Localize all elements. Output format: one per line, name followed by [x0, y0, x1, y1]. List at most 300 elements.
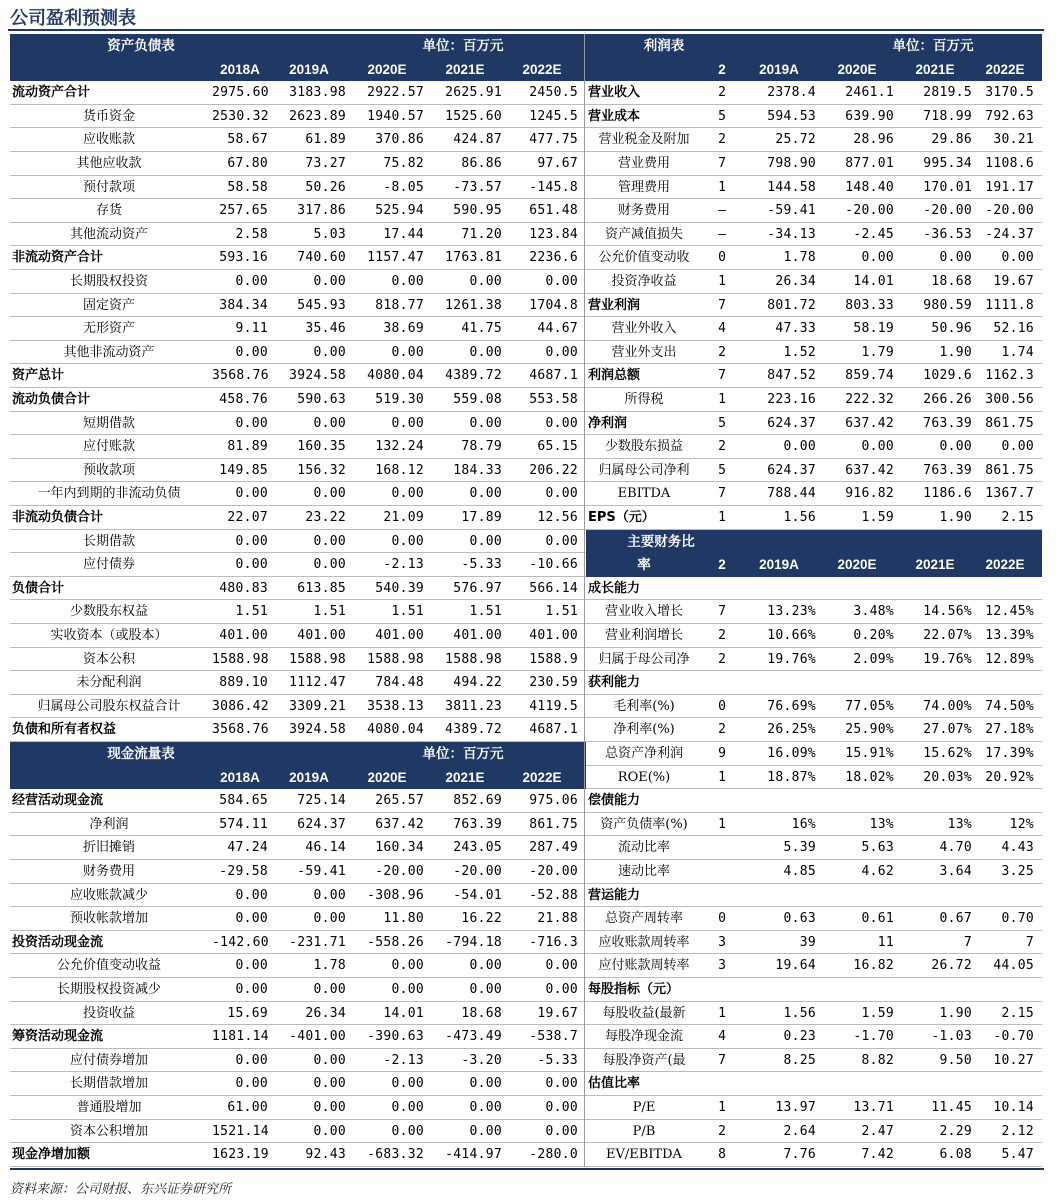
- cell-value: 718.99: [923, 108, 972, 124]
- cell-value: 792.63: [985, 108, 1034, 124]
- cell-value: 18.68: [461, 1005, 502, 1021]
- right-table-row: [0, 128, 1063, 152]
- cell-value: 2: [718, 61, 726, 77]
- cell-value: 12.89%: [985, 651, 1034, 667]
- cell-value: 861.75: [985, 415, 1034, 431]
- cell-value: [976, 530, 1034, 554]
- cell-value: 401.00: [529, 628, 578, 643]
- cell-value: 184.33: [453, 462, 502, 478]
- cell-value: 2022E: [522, 61, 562, 77]
- cell-value: 0.00: [391, 274, 424, 289]
- cell-value: 1.56: [783, 1005, 816, 1021]
- cell-value: -8.05: [383, 179, 424, 195]
- row-label: 归属母公司净利: [598, 462, 690, 478]
- cell-value: 2.58: [235, 226, 268, 242]
- cell-value: 7: [1025, 934, 1034, 950]
- cell-value: 170.01: [923, 179, 972, 195]
- cell-value: [820, 671, 898, 695]
- row-label: 成长能力: [588, 580, 641, 596]
- cell-value: 0.00: [235, 1076, 268, 1092]
- right-table-row: [0, 388, 1063, 412]
- cell-value: 818.77: [375, 297, 424, 313]
- cell-value: 12%: [1009, 816, 1034, 832]
- cell-value: 14.01: [853, 274, 894, 289]
- cell-value: 763.39: [453, 816, 502, 832]
- cell-value: 4389.72: [445, 368, 502, 384]
- cell-value: -390.63: [367, 1029, 424, 1045]
- row-label: 普通股增加: [76, 1100, 142, 1115]
- cell-value: [742, 884, 820, 908]
- row-label: 其他应收款: [76, 156, 142, 171]
- right-table-row: [0, 152, 1063, 176]
- row-label: 财务费用: [82, 864, 135, 879]
- cell-value: 77.05%: [845, 698, 894, 714]
- cell-value: 7: [718, 368, 726, 384]
- cell-value: 0.00: [313, 415, 346, 431]
- cell-value: 2022E: [985, 61, 1025, 77]
- cell-value: 1588.98: [212, 651, 269, 667]
- row-label: 长期股权投资减少: [56, 982, 161, 997]
- cell-value: 149.85: [219, 462, 268, 478]
- cell-value: [742, 671, 820, 695]
- cell-value: [706, 789, 738, 813]
- cell-value: 0.00: [235, 486, 268, 502]
- cell-value: 1157.47: [367, 250, 424, 266]
- cell-value: -414.97: [445, 1147, 502, 1163]
- cell-value: 11.45: [931, 1100, 972, 1115]
- cell-value: 21.09: [383, 510, 424, 525]
- cell-value: 0.00: [313, 887, 346, 903]
- cell-value: 4389.72: [445, 722, 502, 738]
- cell-value: 2.64: [783, 1123, 816, 1139]
- cell-value: 19.67: [537, 1005, 578, 1021]
- cell-value: 2: [718, 344, 726, 360]
- cell-value: 2020E: [837, 61, 877, 77]
- cell-value: 0.00: [313, 1123, 346, 1139]
- cell-value: 11: [877, 934, 894, 950]
- cell-value: 3.25: [1001, 864, 1034, 879]
- cell-value: -2.13: [383, 557, 424, 573]
- cell-value: 0.67: [939, 911, 972, 927]
- cell-value: 2: [718, 557, 726, 573]
- right-table-row: [0, 199, 1063, 223]
- right-table-row: [0, 412, 1063, 436]
- row-label: 少数股东损益: [604, 439, 683, 455]
- cell-value: [742, 577, 820, 601]
- cell-value: 424.87: [453, 132, 502, 148]
- cell-value: [976, 577, 1038, 601]
- cell-value: 0.00: [391, 1076, 424, 1092]
- cell-value: 0.20%: [853, 628, 894, 643]
- cell-value: 2.47: [861, 1123, 894, 1139]
- cell-value: -473.49: [445, 1029, 502, 1045]
- row-label: 主要财务比: [627, 533, 695, 549]
- right-table-row: [0, 813, 1063, 837]
- cell-value: 1.51: [235, 604, 268, 620]
- row-label: 应收账款周转率: [598, 934, 690, 950]
- cell-value: 624.37: [767, 415, 816, 431]
- cell-value: 0.00: [313, 982, 346, 997]
- cell-value: 784.48: [375, 675, 424, 691]
- cell-value: 2: [718, 628, 726, 643]
- cell-value: 1525.60: [445, 108, 502, 124]
- cell-value: 0.00: [313, 274, 346, 289]
- row-label: 流动资产合计: [12, 85, 91, 101]
- row-label: 利润总额: [588, 368, 641, 384]
- cell-value: 2.12: [1001, 1123, 1034, 1139]
- cell-value: 0.61: [861, 911, 894, 927]
- cell-value: 0.00: [469, 982, 502, 997]
- cell-value: 25.72: [775, 132, 816, 148]
- cell-value: 61.89: [305, 132, 346, 148]
- cell-value: [898, 671, 976, 695]
- cell-value: -20.00: [529, 864, 578, 879]
- row-label: 存货: [95, 203, 122, 219]
- cell-value: 0.23: [783, 1029, 816, 1045]
- cell-value: 2236.6: [529, 250, 578, 266]
- row-label: 归属母公司股东权益合计: [37, 698, 181, 714]
- cell-value: 0.00: [469, 1100, 502, 1115]
- cell-value: 0.00: [391, 344, 424, 360]
- cell-value: -2.13: [383, 1052, 424, 1068]
- cell-value: 58.67: [227, 132, 268, 148]
- cell-value: -231.71: [289, 934, 346, 950]
- cell-value: 0.00: [469, 274, 502, 289]
- row-label: 资产负债率(%): [600, 816, 688, 832]
- cell-value: 3.48%: [853, 604, 894, 620]
- cell-value: 7: [718, 1052, 726, 1068]
- cell-value: [976, 789, 1038, 813]
- cell-value: 25.90%: [845, 722, 894, 738]
- cell-value: 637.42: [845, 462, 894, 478]
- page-title: 公司盈利预测表: [10, 8, 136, 29]
- cell-value: 1: [718, 769, 726, 785]
- cell-value: 2: [718, 1123, 726, 1139]
- cell-value: 97.67: [537, 156, 578, 171]
- cell-value: 2922.57: [367, 85, 424, 101]
- cell-value: 975.06: [529, 793, 578, 809]
- row-label: 每股收益(最新: [602, 1005, 686, 1021]
- cell-value: -683.32: [367, 1147, 424, 1163]
- cell-value: 2.15: [1001, 510, 1034, 525]
- row-label: 应收账款: [82, 132, 135, 148]
- cell-value: 0.00: [545, 533, 578, 549]
- cell-value: 639.90: [845, 108, 894, 124]
- cell-value: 0: [718, 698, 726, 714]
- cell-value: 8.82: [861, 1052, 894, 1068]
- cell-value: 2019A: [759, 61, 799, 77]
- cell-value: 47.33: [775, 321, 816, 337]
- cell-value: 0.00: [861, 250, 894, 266]
- cell-value: 1.59: [861, 510, 894, 525]
- cell-value: 0.00: [469, 1123, 502, 1139]
- right-table-row: [0, 624, 1063, 648]
- cell-value: -401.00: [289, 1029, 346, 1045]
- cell-value: 13.39%: [985, 628, 1034, 643]
- cell-value: 1.51: [469, 604, 502, 620]
- cell-value: 3811.23: [445, 698, 502, 714]
- cell-value: 13%: [947, 816, 972, 832]
- cell-value: 1: [718, 816, 726, 832]
- cell-value: 801.72: [767, 297, 816, 313]
- cell-value: 1181.14: [212, 1029, 269, 1045]
- cell-value: 0.00: [939, 250, 972, 266]
- cell-value: -29.58: [219, 864, 268, 879]
- cell-value: 0.00: [861, 439, 894, 455]
- cell-value: 0.00: [313, 1052, 346, 1068]
- cell-value: 0.63: [783, 911, 816, 927]
- cell-value: -0.70: [993, 1029, 1034, 1045]
- cell-value: –: [718, 226, 726, 242]
- cell-value: [820, 530, 894, 554]
- cell-value: 15.91%: [845, 746, 894, 761]
- cell-value: 16.82: [853, 958, 894, 974]
- cell-value: 2021E: [445, 769, 485, 785]
- title-rule: [8, 29, 1044, 31]
- cell-value: 2: [718, 85, 726, 101]
- cell-value: 50.96: [931, 321, 972, 337]
- right-table-row: [0, 530, 1063, 554]
- cell-value: -558.26: [367, 934, 424, 950]
- cell-value: 995.34: [923, 156, 972, 171]
- cell-value: [898, 884, 976, 908]
- cell-value: [706, 34, 738, 58]
- cell-value: [976, 671, 1038, 695]
- cell-value: -73.57: [453, 179, 502, 195]
- cell-value: [820, 577, 898, 601]
- row-label: 长期股权投资: [69, 274, 148, 289]
- cell-value: 2: [718, 722, 726, 738]
- cell-value: 243.05: [453, 840, 502, 856]
- cell-value: 132.24: [375, 439, 424, 455]
- right-table-row: [0, 789, 1063, 813]
- source-note: 资料来源：公司财报、东兴证券研究所: [10, 1182, 232, 1197]
- cell-value: 7: [718, 604, 726, 620]
- cell-value: 4.70: [939, 840, 972, 856]
- cell-value: 401.00: [375, 628, 424, 643]
- cell-value: 10.66%: [767, 628, 816, 643]
- cell-value: 916.82: [845, 486, 894, 502]
- cell-value: 单位：百万元: [422, 38, 504, 53]
- cell-value: 7: [718, 297, 726, 313]
- cell-value: 553.58: [529, 392, 578, 407]
- cell-value: 0.00: [545, 415, 578, 431]
- cell-value: -538.7: [529, 1029, 578, 1045]
- cell-value: 477.75: [529, 132, 578, 148]
- cell-value: 0.00: [469, 415, 502, 431]
- cell-value: 4.85: [783, 864, 816, 879]
- cell-value: 401.00: [453, 628, 502, 643]
- cell-value: 81.89: [227, 439, 268, 455]
- row-label: 净利润: [588, 415, 628, 431]
- row-label: 资本公积: [82, 651, 135, 667]
- cell-value: 803.33: [845, 297, 894, 313]
- cell-value: 1623.19: [212, 1147, 269, 1163]
- cell-value: 1186.6: [923, 486, 972, 502]
- row-label: 营业收入: [588, 85, 641, 101]
- cell-value: [976, 884, 1038, 908]
- right-table-row: [0, 482, 1063, 506]
- cell-value: 0.70: [1001, 911, 1034, 927]
- cell-value: [898, 789, 976, 813]
- cell-value: 12.56: [537, 510, 578, 525]
- cell-value: 58.19: [853, 321, 894, 337]
- cell-value: 740.60: [297, 250, 346, 266]
- cell-value: 1.90: [939, 1005, 972, 1021]
- row-label: P/E: [632, 1100, 656, 1115]
- cell-value: 0.00: [235, 982, 268, 997]
- cell-value: 480.83: [219, 580, 268, 596]
- cell-value: 2018A: [220, 769, 260, 785]
- table-divider: [584, 34, 585, 1167]
- cell-value: 458.76: [219, 392, 268, 407]
- cell-value: 1245.5: [529, 108, 578, 124]
- cell-value: 590.63: [297, 392, 346, 407]
- right-table-row: [0, 553, 1063, 577]
- right-table-row: [0, 954, 1063, 978]
- row-label: EBITDA: [617, 486, 671, 502]
- cell-value: 0.00: [391, 415, 424, 431]
- cell-value: 593.16: [219, 250, 268, 266]
- cell-value: 559.08: [453, 392, 502, 407]
- cell-value: -54.01: [453, 887, 502, 903]
- cell-value: 3: [718, 934, 726, 950]
- right-table-row: [0, 1096, 1063, 1120]
- cell-value: 5.03: [313, 226, 346, 242]
- row-label: 每股净资产(最: [602, 1052, 686, 1068]
- cell-value: 852.69: [453, 793, 502, 809]
- cell-value: -34.13: [767, 226, 816, 242]
- row-label: [586, 58, 702, 82]
- cell-value: 519.30: [375, 392, 424, 407]
- bottom-rule: [10, 1168, 1044, 1170]
- cell-value: 4: [718, 1029, 726, 1045]
- row-label: 长期借款增加: [69, 1076, 148, 1092]
- right-table-row: [0, 1002, 1063, 1026]
- cell-value: [742, 530, 816, 554]
- row-label: 无形资产: [82, 321, 135, 337]
- cell-value: -59.41: [767, 203, 816, 219]
- cell-value: -1.03: [931, 1029, 972, 1045]
- cell-value: 0.00: [313, 1076, 346, 1092]
- row-label: 营业成本: [588, 108, 641, 124]
- cell-value: 0.00: [235, 274, 268, 289]
- right-table-row: [0, 648, 1063, 672]
- cell-value: 0: [718, 911, 726, 927]
- cell-value: 1704.8: [529, 297, 578, 313]
- cell-value: 861.75: [529, 816, 578, 832]
- right-table-row: [0, 742, 1063, 766]
- right-table-row: [0, 270, 1063, 294]
- row-label: 流动负债合计: [12, 392, 91, 407]
- cell-value: [898, 577, 976, 601]
- cell-value: 22.07: [227, 510, 268, 525]
- cell-value: 0.00: [313, 533, 346, 549]
- cell-value: 1.74: [1001, 344, 1034, 360]
- cell-value: -20.00: [985, 203, 1034, 219]
- cell-value: 2020E: [837, 557, 877, 573]
- right-table-row: [0, 364, 1063, 388]
- cell-value: 46.14: [305, 840, 346, 856]
- cell-value: -2.45: [853, 226, 894, 242]
- cell-value: [820, 1072, 898, 1096]
- cell-value: 0.00: [469, 1076, 502, 1092]
- cell-value: 3086.42: [212, 698, 269, 714]
- cell-value: -36.53: [923, 226, 972, 242]
- cell-value: 18.02%: [845, 769, 894, 785]
- row-label: 预收款项: [82, 462, 135, 478]
- cell-value: 1.90: [939, 344, 972, 360]
- cell-value: 624.37: [767, 462, 816, 478]
- cell-value: 44.05: [993, 958, 1034, 974]
- cell-value: 5: [718, 108, 726, 124]
- row-label: 总资产周转率: [604, 911, 683, 927]
- cell-value: 763.39: [923, 462, 972, 478]
- cell-value: 0.00: [939, 439, 972, 455]
- cell-value: 222.32: [845, 392, 894, 407]
- cell-value: 191.17: [985, 179, 1034, 195]
- cell-value: 0.00: [235, 533, 268, 549]
- cell-value: 223.16: [767, 392, 816, 407]
- cell-value: 28.96: [853, 132, 894, 148]
- cell-value: 206.22: [529, 462, 578, 478]
- cell-value: 265.57: [375, 793, 424, 809]
- row-label: 公允价值变动收益: [56, 958, 161, 974]
- cell-value: 1: [718, 1005, 726, 1021]
- cell-value: 624.37: [297, 816, 346, 832]
- cell-value: 144.58: [767, 179, 816, 195]
- cell-value: 3924.58: [289, 368, 346, 384]
- cell-value: 7: [718, 156, 726, 171]
- cell-value: -20.00: [845, 203, 894, 219]
- cell-value: 67.80: [227, 156, 268, 171]
- cell-value: 0.00: [235, 1052, 268, 1068]
- cell-value: [706, 577, 738, 601]
- cell-value: [820, 884, 898, 908]
- cell-value: 52.16: [993, 321, 1034, 337]
- cell-value: 7: [963, 934, 972, 950]
- cell-value: 1.78: [313, 958, 346, 974]
- row-label: 实收资本（或股本）: [50, 628, 168, 643]
- cell-value: 5.63: [861, 840, 894, 856]
- cell-value: 2975.60: [212, 85, 269, 101]
- row-label: 营业外支出: [611, 344, 677, 360]
- cell-value: 16.22: [461, 911, 502, 927]
- cell-value: [706, 671, 738, 695]
- cell-value: 574.11: [219, 816, 268, 832]
- cell-value: 1.90: [939, 510, 972, 525]
- cell-value: 5.47: [1001, 1147, 1034, 1163]
- row-label: 营业利润: [588, 297, 641, 313]
- cell-value: 788.44: [767, 486, 816, 502]
- cell-value: 17.39%: [985, 746, 1034, 761]
- row-label: 总资产净利润: [604, 746, 683, 761]
- cell-value: 1.59: [861, 1005, 894, 1021]
- cell-value: 50.26: [305, 179, 346, 195]
- cell-value: 0.00: [469, 344, 502, 360]
- right-table-row: [0, 58, 1063, 82]
- cell-value: 2: [718, 439, 726, 455]
- cell-value: 1: [718, 510, 726, 525]
- right-table-row: [0, 931, 1063, 955]
- cell-value: 0.00: [313, 557, 346, 573]
- cell-value: 3.64: [939, 864, 972, 879]
- row-label: 偿债能力: [588, 793, 641, 809]
- cell-value: 384.34: [219, 297, 268, 313]
- cell-value: 0.00: [545, 486, 578, 502]
- cell-value: 1.51: [391, 604, 424, 620]
- cell-value: 78.79: [461, 439, 502, 455]
